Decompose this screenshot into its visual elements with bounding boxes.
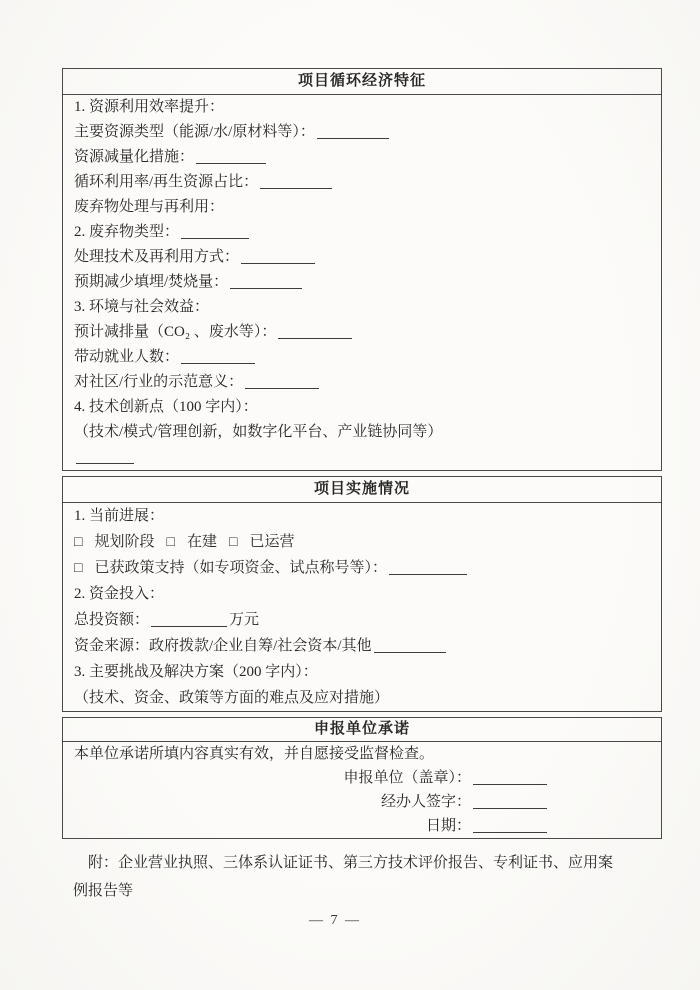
form-row <box>63 220 661 245</box>
field-label: 已获政策支持（如专项资金、试点称号等）： <box>94 560 387 576</box>
form-row <box>63 503 661 529</box>
form-row <box>63 742 661 766</box>
section-circular-economy-features <box>62 68 662 471</box>
section-body <box>63 503 661 711</box>
field-label: （技术、资金、政策等方面的难点及应对措施） <box>74 690 390 706</box>
section-implementation-status <box>62 476 662 712</box>
blank-underline <box>151 612 227 627</box>
section-title: 项目实施情况 <box>63 477 661 503</box>
section-body <box>63 742 661 838</box>
field-label: 在建 <box>186 534 217 550</box>
field-label: 万元 <box>229 612 260 628</box>
form-row <box>63 295 661 320</box>
form-row <box>63 555 661 581</box>
attachment-note-line1: 附：企业营业执照、三体系认证证书、第三方技术评价报告、专利证书、应用案 <box>88 855 614 871</box>
field-label: 循环利用率/再生资源占比： <box>74 174 259 190</box>
blank-underline <box>389 560 467 575</box>
form-row <box>63 395 661 420</box>
field-label: 经办人签字： <box>380 794 471 810</box>
form-row <box>63 195 661 220</box>
blank-underline <box>473 794 547 809</box>
checkbox-icon: □ <box>74 561 83 576</box>
form-row <box>63 607 661 633</box>
field-label: 预计减排量（CO₂ 、废水等）： <box>74 324 277 340</box>
form-row <box>63 145 661 170</box>
blank-underline <box>181 224 249 239</box>
form-row <box>63 659 661 685</box>
form-row <box>63 581 661 607</box>
attachment-note-line2: 例报告等 <box>73 883 134 899</box>
field-label: 1. 资源利用效率提升： <box>74 99 225 115</box>
field-label: 预期减少填埋/焚烧量： <box>74 274 229 290</box>
form-row <box>63 685 661 711</box>
field-label: 3. 主要挑战及解决方案（200 字内）： <box>74 664 318 680</box>
form-row <box>63 445 661 470</box>
form-row <box>63 529 661 555</box>
field-label: 资金来源：政府拨款/企业自筹/社会资本/其他 <box>74 638 372 654</box>
field-label: 申报单位（盖章）： <box>343 770 471 786</box>
field-label: 2. 废弃物类型： <box>74 224 180 240</box>
field-label: 对社区/行业的示范意义： <box>74 374 244 390</box>
blank-underline <box>473 818 547 833</box>
form-row <box>63 814 661 838</box>
checkbox-icon: □ <box>228 535 238 550</box>
blank-underline <box>245 374 319 389</box>
form-row <box>63 120 661 145</box>
field-label: 主要资源类型（能源/水/原材料等）： <box>74 124 315 140</box>
field-label: （技术/模式/管理创新，如数字化平台、产业链协同等） <box>74 424 443 440</box>
field-label: 3. 环境与社会效益： <box>74 299 210 315</box>
field-label: 已运营 <box>249 534 295 550</box>
blank-underline <box>196 149 266 164</box>
field-label: 带动就业人数： <box>74 349 180 365</box>
field-label: 本单位承诺所填内容真实有效，并自愿接受监督检查。 <box>74 746 435 762</box>
field-label: 总投资额： <box>74 612 150 628</box>
field-label: 日期： <box>425 818 471 834</box>
form-row <box>63 633 661 659</box>
blank-underline <box>374 638 446 653</box>
form-document <box>62 68 662 929</box>
form-row <box>63 420 661 445</box>
field-label: 处理技术及再利用方式： <box>74 249 240 265</box>
form-row <box>63 370 661 395</box>
field-label: 规划阶段 <box>94 534 155 550</box>
blank-underline <box>181 349 255 364</box>
attachment-note <box>73 849 662 905</box>
field-label: 4. 技术创新点（100 字内）： <box>74 399 258 415</box>
checkbox-icon: □ <box>166 535 175 550</box>
blank-underline <box>241 249 315 264</box>
section-title: 项目循环经济特征 <box>63 69 661 95</box>
blank-underline <box>260 174 332 189</box>
page-number: — 7 — <box>309 913 361 928</box>
form-row <box>63 95 661 120</box>
blank-underline <box>230 274 302 289</box>
field-label: 资源减量化措施： <box>74 149 195 165</box>
form-row <box>63 320 661 345</box>
blank-underline <box>278 324 352 339</box>
section-declaration-commitment <box>62 717 662 839</box>
field-label: 2. 资金投入： <box>74 586 165 602</box>
form-row <box>63 345 661 370</box>
checkbox-icon: □ <box>74 535 83 550</box>
blank-underline <box>76 449 134 464</box>
form-row <box>63 245 661 270</box>
blank-underline <box>473 770 547 785</box>
form-row <box>63 270 661 295</box>
form-row <box>63 766 661 790</box>
blank-underline <box>317 124 389 139</box>
section-body <box>63 95 661 470</box>
field-label: 废弃物处理与再利用： <box>74 199 225 215</box>
form-row <box>63 170 661 195</box>
field-label: 1. 当前进展： <box>74 508 165 524</box>
form-row <box>63 790 661 814</box>
section-title: 申报单位承诺 <box>63 718 661 742</box>
